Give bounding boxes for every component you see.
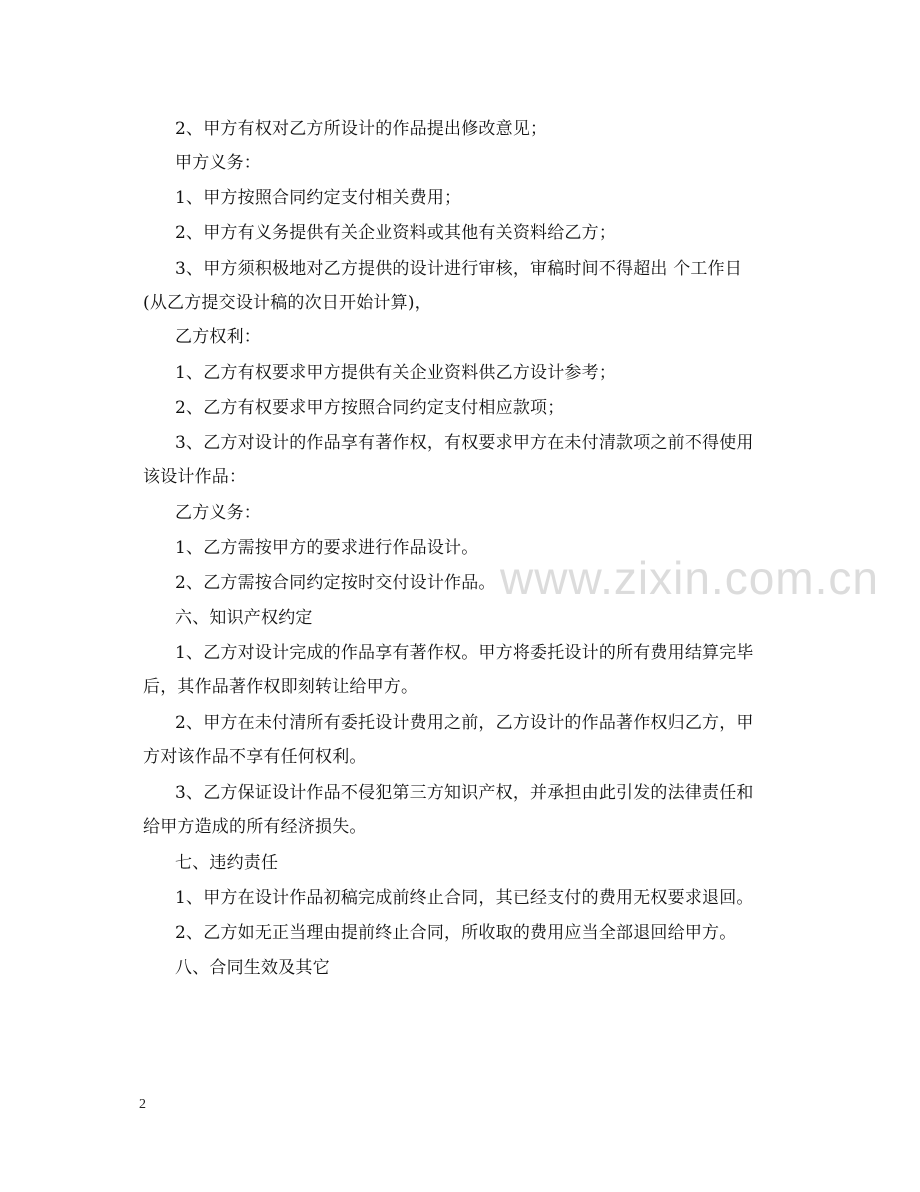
clause-party-a-right-2: 2、甲方有权对乙方所设计的作品提出修改意见；: [175, 119, 548, 139]
clause-party-b-right-1: 1、乙方有权要求甲方提供有关企业资料供乙方设计参考；: [175, 363, 617, 383]
heading-party-b-rights: 乙方权利：: [175, 327, 261, 347]
clause-party-a-obligation-3-cont: (从乙方提交设计稿的次日开始计算)，: [143, 293, 432, 313]
clause-ip-1-cont: 后，其作品著作权即刻转让给甲方。: [143, 677, 419, 697]
clause-ip-3-cont: 给甲方造成的所有经济损失。: [143, 817, 367, 837]
clause-party-a-obligation-2: 2、甲方有义务提供有关企业资料或其他有关资料给乙方；: [175, 223, 617, 243]
clause-party-b-obligation-1: 1、乙方需按甲方的要求进行作品设计。: [175, 538, 479, 558]
clause-ip-1: 1、乙方对设计完成的作品享有著作权。甲方将委托设计的所有费用结算完毕: [175, 643, 754, 663]
heading-party-a-obligations: 甲方义务：: [175, 153, 261, 173]
clause-party-b-obligation-2: 2、乙方需按合同约定按时交付设计作品。: [175, 573, 496, 593]
clause-party-b-right-3-cont: 该设计作品：: [143, 467, 247, 487]
section-heading-ip: 六、知识产权约定: [175, 608, 313, 628]
clause-ip-3: 3、乙方保证设计作品不侵犯第三方知识产权，并承担由此引发的法律责任和: [175, 783, 754, 803]
watermark: www.zixin.com.cn: [500, 552, 879, 604]
clause-party-b-right-3: 3、乙方对设计的作品享有著作权，有权要求甲方在未付清款项之前不得使用: [175, 433, 754, 453]
clause-ip-2-cont: 方对该作品不享有任何权利。: [143, 747, 367, 767]
clause-breach-2: 2、乙方如无正当理由提前终止合同，所收取的费用应当全部退回给甲方。: [175, 923, 737, 943]
clause-party-b-right-2: 2、乙方有权要求甲方按照合同约定支付相应款项；: [175, 398, 565, 418]
section-heading-breach: 七、违约责任: [175, 853, 279, 873]
clause-breach-1: 1、甲方在设计作品初稿完成前终止合同，其已经支付的费用无权要求退回。: [175, 888, 754, 908]
clause-party-a-obligation-3: 3、甲方须积极地对乙方提供的设计进行审核，审稿时间不得超出 个工作日: [175, 259, 743, 279]
clause-party-a-obligation-1: 1、甲方按照合同约定支付相关费用；: [175, 188, 462, 208]
page-number: 2: [139, 1097, 146, 1112]
section-heading-effect: 八、合同生效及其它: [175, 958, 330, 978]
heading-party-b-obligations: 乙方义务：: [175, 503, 261, 523]
clause-ip-2: 2、甲方在未付清所有委托设计费用之前，乙方设计的作品著作权归乙方，甲: [175, 713, 754, 733]
